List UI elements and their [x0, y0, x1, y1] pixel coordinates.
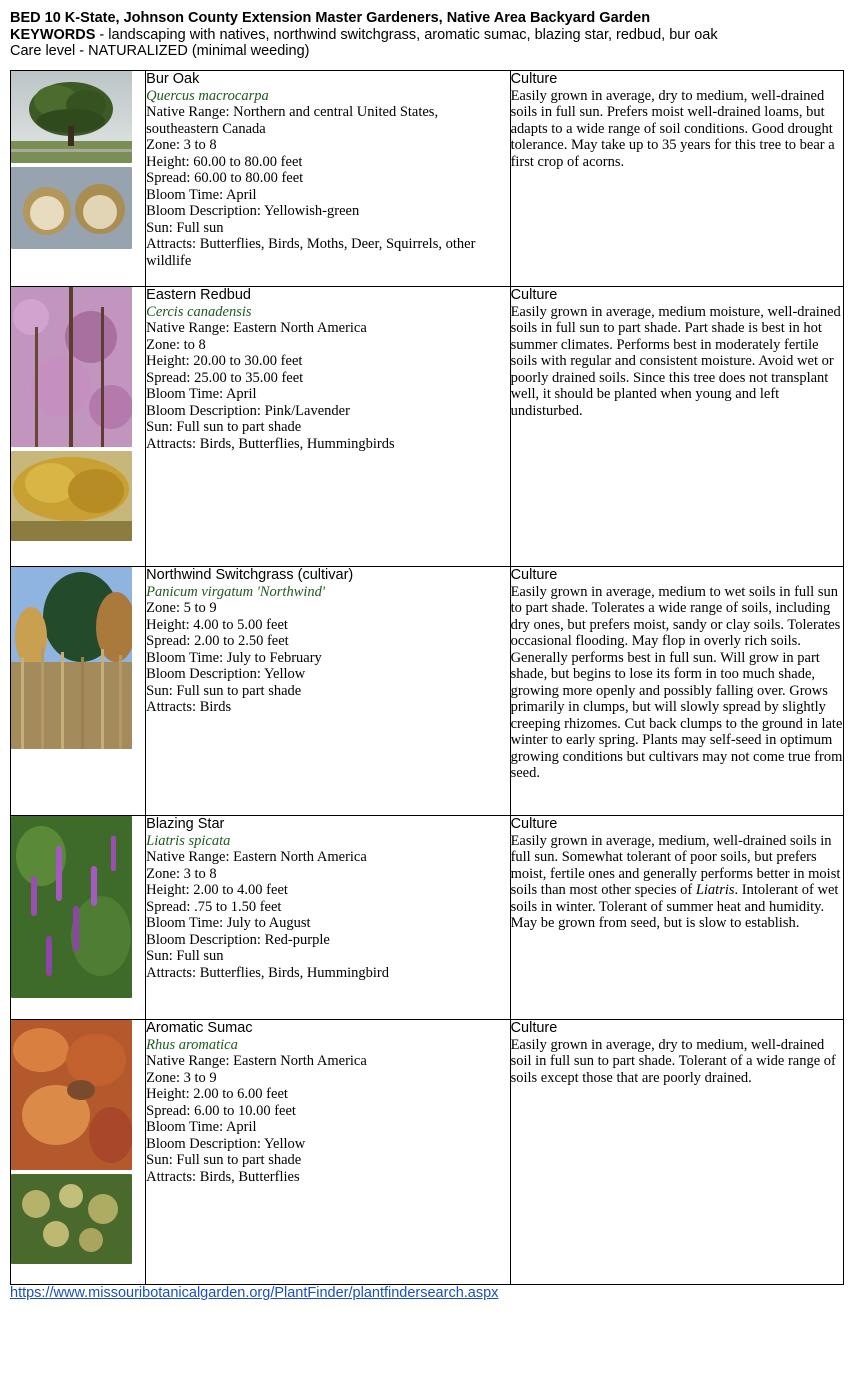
plant-attribute: Bloom Description: Yellow [146, 666, 306, 682]
plant-attribute: Spread: 6.00 to 10.00 feet [146, 1102, 296, 1119]
plant-attribute: Height: 2.00 to 4.00 feet [146, 882, 288, 898]
plantfinder-link[interactable]: https://www.missouribotanicalgarden.org/PlantFinder/plantfindersearch.aspx [10, 1285, 499, 1301]
plant-attribute: Spread: 2.00 to 2.50 feet [146, 633, 289, 649]
redbud-fall-photo [11, 451, 132, 541]
table-row [11, 1020, 844, 1285]
plant-attribute: Bloom Time: April [146, 1119, 257, 1135]
switchgrass-photo [11, 567, 132, 749]
culture-text [511, 833, 843, 932]
plant-attribute: Native Range: Eastern North America [146, 1053, 367, 1069]
culture-title: Culture [510, 1020, 558, 1036]
culture-title: Culture [510, 71, 558, 87]
plant-attribute: Spread: 25.00 to 35.00 feet [146, 369, 304, 386]
plant-table [10, 70, 844, 1285]
latin-name: Liatris spicata [146, 832, 231, 849]
plant-name: Eastern Redbud [146, 287, 251, 303]
culture-text: Easily grown in average, dry to medium, well-drained soil in full sun to part shade. Tolerant of a wide range of soils except those that are poorly drained. [510, 1036, 836, 1086]
culture-text: Easily grown in average, dry to medium, well-drained soils in full sun. Prefers moist well-drained loams, but adapts to a wide range of soil conditions. Good drought tolerance. May take up to 35 years for this tree to bear a first crop of acorns. [510, 87, 835, 170]
bed-title: BED 10 K-State, Johnson County Extension Master Gardeners, Native Area Backyard Garden [10, 10, 651, 26]
plant-attribute: Sun: Full sun to part shade [146, 1152, 302, 1168]
plant-attribute: Bloom Time: April [146, 186, 257, 203]
culture-text-italic: Liatris [695, 882, 735, 898]
plant-attribute: Height: 60.00 to 80.00 feet [146, 153, 303, 170]
blazing-star-photo [11, 816, 132, 998]
culture-cell [510, 1020, 843, 1285]
plant-attribute: Bloom Time: July to February [146, 649, 322, 666]
plant-attribute: Attracts: Birds, Butterflies [146, 1168, 300, 1185]
plant-attribute: Height: 2.00 to 6.00 feet [146, 1086, 288, 1102]
plant-name: Bur Oak [146, 71, 200, 87]
keywords-line [10, 27, 845, 44]
latin-name: Rhus aromatica [146, 1036, 238, 1053]
table-row [11, 816, 844, 1020]
photo-cell [11, 1020, 146, 1285]
plant-name: Blazing Star [146, 816, 225, 832]
keywords-text: - landscaping with natives, northwind switchgrass, aromatic sumac, blazing star, redbud, bur oak [95, 26, 718, 43]
plant-attribute: Native Range: Northern and central United States, southeastern Canada [146, 104, 439, 137]
culture-text: Easily grown in average, medium moisture, well-drained soils in full sun to part shade. Part shade is best in hot summer climates. Performs best in moderately fertile soils with regular and consistent moisture. Avoid wet or poorly drained soils. Since this tree does not transplant well, it should be planted when young and left undisturbed. [510, 303, 841, 419]
plant-attribute: Bloom Description: Pink/Lavender [146, 402, 350, 419]
photo-cell [11, 816, 146, 1020]
latin-name: Quercus macrocarpa [146, 87, 269, 104]
aromatic-sumac-bloom-photo [11, 1174, 132, 1264]
culture-title: Culture [510, 816, 558, 832]
bur-oak-acorn-photo [11, 167, 132, 249]
care-level: Care level - NATURALIZED (minimal weeding) [10, 43, 310, 59]
plant-attribute: Attracts: Birds, Butterflies, Hummingbirds [146, 435, 395, 452]
culture-text: Easily grown in average, medium to wet soils in full sun to part shade. Tolerates a wide range of soils, including dry ones, but prefers moist, sandy or clay soils. Tolerates occasional flooding. May flop in overly rich soils. Generally performs best in full sun. Will grow in part shade, but begins to lose its form in too much shade, growing more openly and possibly falling over. Grows primarily in clumps, but will slowly spread by slightly creeping rhizomes. Cut back clumps to the ground in late winter to early spring. Plants may self-seed in optimum growing conditions but cultivars may not come true from seed. [510, 583, 843, 781]
culture-text-part: . Intolerant of wet soils in winter. Tolerant of summer heat and humidity. May be grown from seed, but is slow to establish. [510, 882, 839, 931]
plant-attribute: Zone: 3 to 8 [146, 865, 217, 882]
plant-attribute: Bloom Description: Yellowish-green [146, 203, 360, 219]
plant-attribute: Bloom Time: July to August [146, 915, 311, 931]
photo-cell [11, 287, 146, 567]
plant-info [146, 816, 510, 1020]
plant-attribute: Native Range: Eastern North America [146, 320, 367, 336]
table-row [11, 287, 844, 567]
plant-attribute: Height: 20.00 to 30.00 feet [146, 353, 303, 369]
plant-attribute: Spread: .75 to 1.50 feet [146, 898, 282, 915]
plant-info [146, 287, 510, 567]
plant-attribute: Sun: Full sun to part shade [146, 682, 302, 699]
culture-text-part: Easily grown in average, medium, well-drained soils in full sun. Somewhat tolerant of poor soils, but prefers moist, fertile ones and generally performs better in moist soils than most other species of [510, 832, 841, 898]
plant-attribute: Zone: to 8 [146, 336, 206, 353]
redbud-bloom-photo [11, 287, 132, 447]
plant-attribute: Sun: Full sun [146, 948, 224, 964]
plant-attribute: Bloom Description: Red-purple [146, 931, 330, 948]
table-row [11, 567, 844, 816]
plant-attribute: Attracts: Butterflies, Birds, Hummingbird [146, 964, 390, 981]
plant-attribute: Native Range: Eastern North America [146, 849, 367, 865]
plant-info [146, 567, 510, 816]
plant-attribute: Height: 4.00 to 5.00 feet [146, 616, 288, 633]
plant-attribute: Attracts: Birds [146, 699, 232, 715]
plant-attribute: Sun: Full sun to part shade [146, 419, 302, 435]
table-row [11, 71, 844, 287]
plant-attribute: Zone: 3 to 9 [146, 1069, 217, 1086]
bur-oak-tree-photo [11, 71, 132, 163]
plant-attribute: Bloom Time: April [146, 386, 257, 402]
plant-attribute: Spread: 60.00 to 80.00 feet [146, 170, 304, 186]
plant-info [146, 71, 510, 287]
culture-cell [510, 567, 843, 816]
culture-title: Culture [510, 287, 558, 303]
page-header [10, 10, 845, 60]
plant-attribute: Zone: 5 to 9 [146, 600, 217, 616]
aromatic-sumac-fall-photo [11, 1020, 132, 1170]
culture-cell [510, 287, 843, 567]
plant-name: Aromatic Sumac [146, 1020, 253, 1036]
culture-cell [510, 71, 843, 287]
culture-cell [510, 816, 843, 1020]
latin-name: Panicum virgatum 'Northwind' [146, 583, 326, 600]
plant-info [146, 1020, 510, 1285]
photo-cell [11, 567, 146, 816]
latin-name: Cercis canadensis [146, 303, 252, 320]
plant-attribute: Attracts: Butterflies, Birds, Moths, Deer, Squirrels, other wildlife [146, 236, 476, 269]
keywords-label: KEYWORDS [10, 26, 96, 43]
plant-attribute: Zone: 3 to 8 [146, 137, 217, 153]
plant-attribute: Bloom Description: Yellow [146, 1135, 306, 1152]
culture-title: Culture [510, 567, 558, 583]
photo-cell [11, 71, 146, 287]
plant-name: Northwind Switchgrass (cultivar) [146, 567, 354, 583]
plant-attribute: Sun: Full sun [146, 219, 224, 236]
